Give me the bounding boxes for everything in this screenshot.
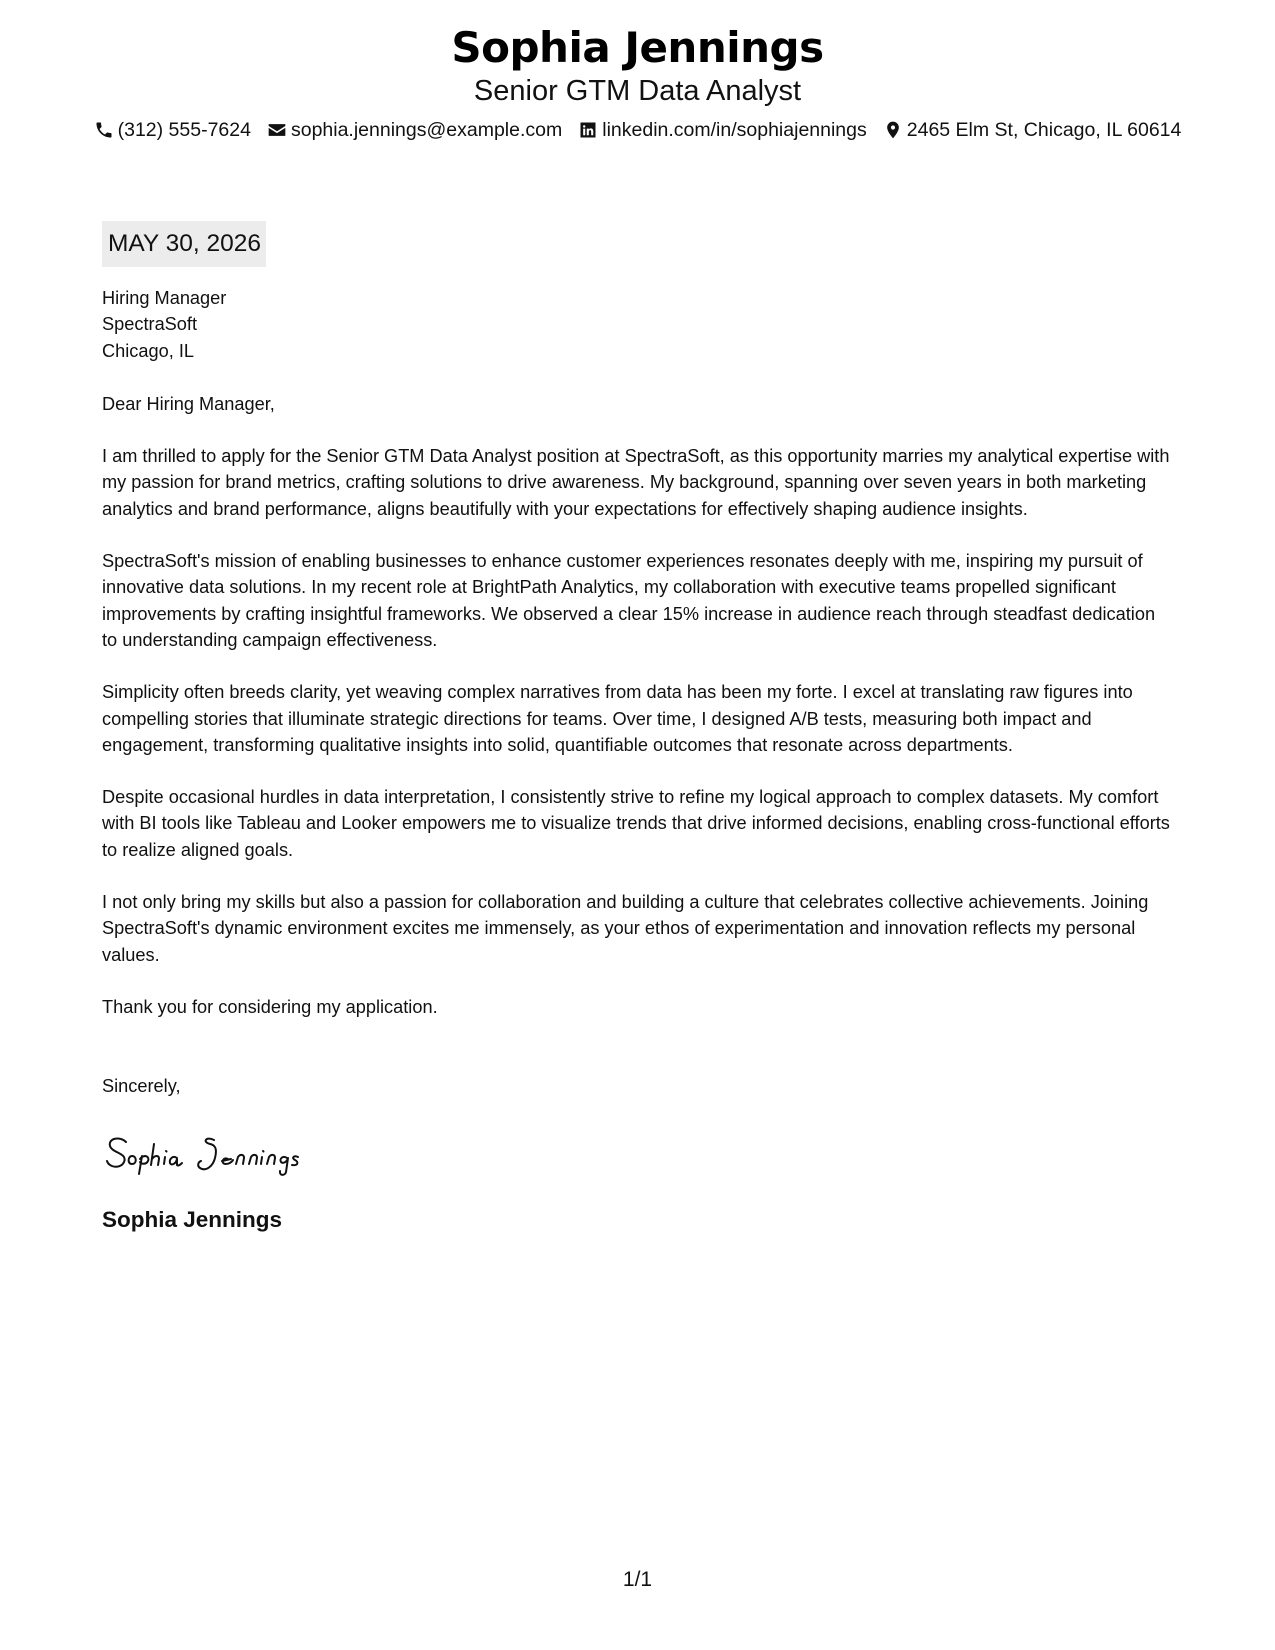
body-paragraph: I not only bring my skills but also a passion for collaboration and building a culture that celebrates collective achievements. Joining SpectraSoft's dynamic environment excites me immensely, as your ethos of experimentation and innovation reflects my personal values. [102, 892, 1149, 965]
email-text: sophia.jennings@example.com [290, 119, 563, 141]
recipient-line: SpectraSoft [102, 314, 198, 335]
letter-body [102, 221, 1174, 1235]
page-number: 1/1 [622, 1568, 653, 1591]
body-paragraph: Simplicity often breeds clarity, yet weaving complex narratives from data has been my forte. I excel at translating raw figures into compelling stories that illuminate strategic directions for teams. Over time, I designed A/B tests, measuring both impact and engagement, transforming qualitative insights into solid, quantifiable outcomes that resonate across departments. [102, 682, 1133, 755]
letter-header [0, 22, 1275, 144]
recipient-line: Hiring Manager [102, 288, 227, 308]
contact-linkedin[interactable] [578, 116, 867, 144]
handwritten-signature [102, 1128, 352, 1178]
linkedin-icon [578, 120, 598, 140]
closing-line: Thank you for considering my application. [102, 996, 438, 1017]
salutation: Dear Hiring Manager, [102, 393, 275, 414]
contact-address [883, 116, 1182, 144]
recipient-line: Chicago, IL [102, 340, 195, 361]
recipient-block [102, 285, 1174, 364]
body-paragraph: Despite occasional hurdles in data interpretation, I consistently strive to refine my logical approach to complex datasets. My comfort with BI tools like Tableau and Looker empowers me to visualize trends that drive informed decisions, enabling cross-functional efforts to realize aligned goals. [102, 787, 1170, 860]
address-text: 2465 Elm St, Chicago, IL 60614 [906, 119, 1182, 141]
envelope-icon [267, 120, 287, 140]
contact-email[interactable] [267, 116, 562, 144]
signoff: Sincerely, [102, 1076, 181, 1097]
letter-date: MAY 30, 2026 [102, 221, 266, 267]
phone-text: (312) 555-7624 [117, 119, 251, 141]
signed-name: Sophia Jennings [102, 1206, 283, 1232]
applicant-name: Sophia Jennings [451, 23, 824, 72]
linkedin-text: linkedin.com/in/sophiajennings [602, 119, 867, 141]
contact-bar [0, 116, 1275, 144]
location-pin-icon [883, 120, 903, 140]
body-paragraph: I am thrilled to apply for the Senior GTM Data Analyst position at SpectraSoft, as this opportunity marries my analytical expertise with my passion for brand metrics, crafting solutions to drive awareness. My background, spanning over seven years in both marketing analytics and brand performance, aligns beautifully with your expectations for effectively shaping audience insights. [102, 446, 1170, 519]
contact-phone[interactable] [94, 116, 251, 144]
phone-icon [94, 120, 114, 140]
applicant-title: Senior GTM Data Analyst [473, 75, 802, 107]
body-paragraph: SpectraSoft's mission of enabling businesses to enhance customer experiences resonates deeply with me, inspiring my pursuit of innovative data solutions. In my recent role at BrightPath Analytics, my collaboration with executive teams propelled significant improvements by crafting insightful frameworks. We observed a clear 15% increase in audience reach through steadfast dedication to understanding campaign effectiveness. [102, 551, 1156, 650]
